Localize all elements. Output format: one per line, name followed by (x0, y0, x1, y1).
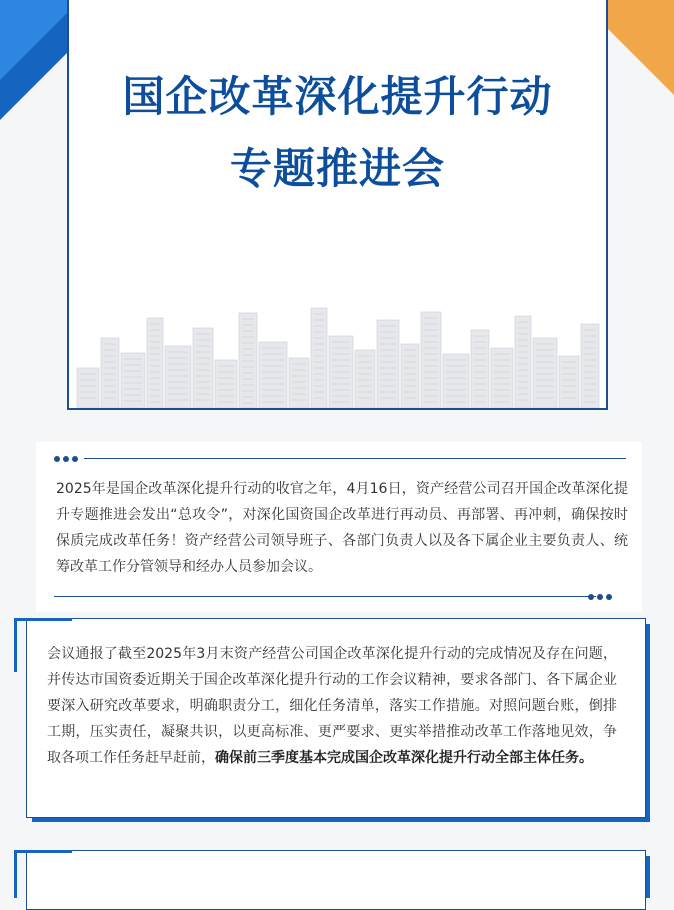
section1-paragraph (47, 641, 617, 771)
box2-accent-left (14, 850, 17, 898)
content-box-1 (26, 618, 646, 818)
divider-bottom (54, 596, 596, 597)
dots-decoration-right (588, 594, 612, 600)
box2-accent-top (14, 850, 72, 853)
box1-shadow-bottom (32, 818, 650, 822)
box1-shadow-right (646, 624, 650, 822)
box1-accent-left (14, 618, 17, 672)
dots-decoration-left (54, 456, 78, 462)
intro-section (36, 442, 642, 612)
header-card (67, 0, 608, 410)
box1-accent-top (14, 618, 72, 621)
intro-paragraph: 2025年是国企改革深化提升行动的收官之年，4月16日，资产经营公司召开国企改革深化提升专题推进会发出“总攻令”，对深化国资国企改革进行再动员、再部署、再冲刺，确保按时保质完成改革任务！资产经营公司领导班子、各部门负责人以及各下属企业主要负责人、统筹改革工作分管领导和经办人员参加会议。 (56, 481, 628, 575)
content-box-2 (26, 850, 646, 910)
page-title-line2: 专题推进会 (229, 144, 445, 193)
box2-shadow-right (646, 856, 650, 898)
divider-top (84, 458, 626, 459)
page-title-line1: 国企改革深化提升行动 (122, 72, 553, 121)
section1-bold-text: 确保前三季度基本完成国企改革深化提升行动全部主体任务。 (215, 750, 593, 766)
section1-text: 会议通报了截至2025年3月末资产经营公司国企改革深化提升行动的完成情况及存在问题，并传达市国资委近期关于国企改革深化提升行动的工作会议精神，要求各部门、各下属企业要深入研究改革要求，明确职责分工，细化任务清单，落实工作措施。对照问题台账，倒排工期，压实责任，凝聚共识，以更高标准、更严要求、更实举措推动改革工作落地见效，争取各项工作任务赶早赶前， (47, 646, 617, 766)
city-skyline-illustration (69, 288, 606, 408)
